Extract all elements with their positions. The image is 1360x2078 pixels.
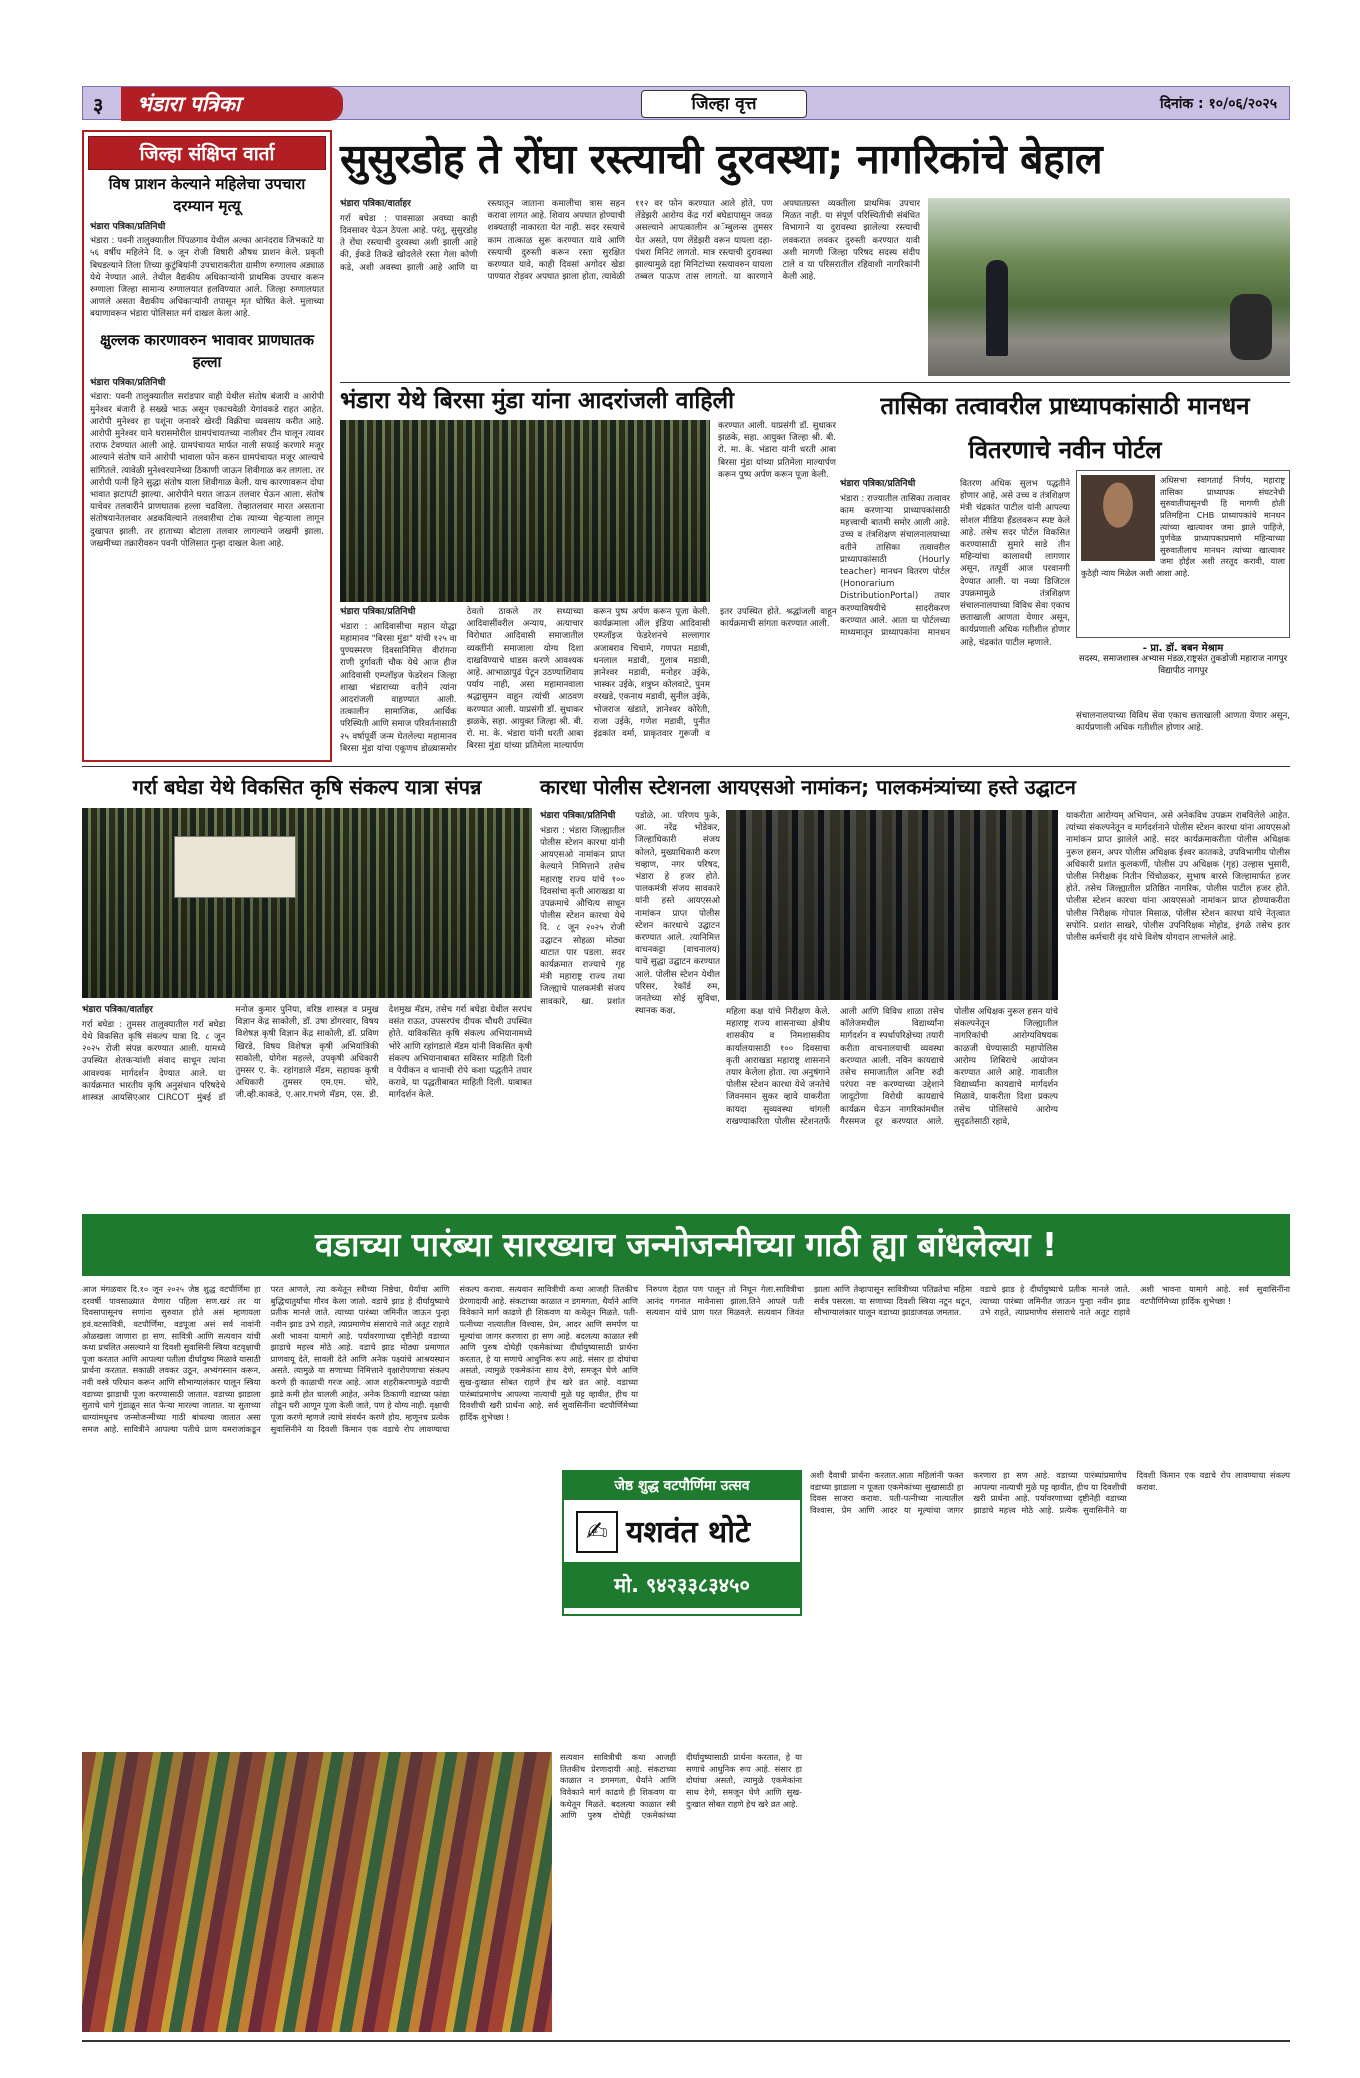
vad-ad-name-row: [564, 1500, 800, 1562]
brief-item-2-body: [90, 377, 324, 550]
vad-article-body-right: [810, 1470, 1290, 2030]
vad-article-body-bottom: [560, 1752, 802, 2032]
road-photo-person: [986, 260, 1008, 356]
paper-name-block: [121, 87, 343, 121]
birsa-photo: [340, 420, 710, 602]
krushi-banner: [174, 836, 296, 898]
birsa-headline: भंडारा येथे बिरसा मुंडा यांना आदरांजली वाहिली: [340, 388, 735, 414]
police-article-body-c: [1066, 810, 1290, 1208]
police-text-b: महिला कक्ष यांचे निरीक्षण केले. महाराष्ट्र राज्य शासनाच्या क्षेत्रीय शासकीय व निमशासकीय कार्यालयासाठी १०० दिवसाचा कृती आराखडा महाराष्ट्र शासनाने तयार केलेला होता. त्या अनुषंगाने पोलीस स्टेशन कारधा येथे जनतेचे जिवनमान सुकर व्हावे याकरीता कायदा सुव्यवस्था चांगली राखण्याकरिता पोलीस स्टेशनतर्फे आली आणि विविध शाळा तसेच कॉलेजमधील विद्यार्थ्यांना मार्गदर्शन व स्पर्धापरिक्षेच्या तयारी करीता वाचनालयाची व्यवस्था करण्यात आली. नविन कायद्याचे तसेच समाजातील अनिष्ट रुढी परंपरा नष्ट करण्याच्या उद्देशाने जादूटोणा विरोधी कायद्याचे कार्यक्रम घेऊन नागरिकांमधील गैरसमज दूर करण्यात आले. पोलीस अधिक्षक नुरूल हसन यांचे संकल्पनेतून जिल्ह्यातील नागरिकांची आरोग्यविषयक काळजी घेण्यासाठी महापोलिस आरोग्य शिबिराचे आयोजन करण्यात आले आहे. गावातील विद्यार्थ्यांना कायद्याचे मार्गदर्शन मिळावे, याकरीता दिशा प्रकल्प तसेच पोलिसांचे आरोग्य सुदृढतेसाठी रहावे,: [726, 1007, 1058, 1127]
portal-article-tail: [1076, 710, 1290, 760]
paper-name: भंडारा पत्रिका: [137, 92, 241, 116]
issue-date: दिनांक : १०/०६/२०२५: [1159, 96, 1277, 112]
brief-item-2-byline: भंडारा पत्रिका/प्रतिनिधी: [90, 377, 166, 388]
vad-advertisement: [562, 1470, 802, 1616]
vad-text-bottom: सत्यवान सावित्रीची कथा आजही तितकीच प्रेरणादायी आहे. संकटाच्या काळात न डगमगता, धैर्याने आणि विवेकाने मार्ग काढणे ही शिकवण या कथेतून मिळते. बदलत्या काळात स्त्री आणि पुरुष दोघेही एकमेकांच्या दीर्घायुष्यासाठी प्रार्थना करतात, हे या सणाचे आधुनिक रूप आहे. संसार हा दोघांचा असतो, त्यामुळे एकमेकांना साथ देणे, समजून घेणे आणि सुख-दुःखात सोबत राहणे हेच खरे व्रत आहे.: [560, 1752, 802, 1821]
lead-headline: सुसुरडोह ते रोंघा रस्त्याची दुरवस्था; नागरिकांचे बेहाल: [340, 135, 1103, 183]
portal-quote-attribution: [1076, 640, 1290, 706]
police-text-c: याकरीता आरोग्यम् अभियान, असे अनेकविध उपक्रम राबविलेले आहेत. त्यांच्या संकल्पनेतून व मार्गदर्शनाने पोलीस स्टेशन कारधा यांना आयएसओ नामांकन प्राप्त झालेले आहे. सदर कार्यक्रमाकरीता पोलीस अधिक्षक नुरूल हसन, अपर पोलीस अधिक्षक ईश्वर कातकडे, उपविभागीय पोलीस अधिकारी प्रशांत कुलकर्णी, पोलीस उप अधिक्षक (गृह) उल्हास भुसारी, पोलीस निरीक्षक नितीन चिंचोळकर, सुभाष बारसे जिल्हामार्फत हजर होते. तसेच जिल्ह्यातील प्रतिष्ठित नागरिक, पोलीस पाटील हजर होते. पोलीस स्टेशन कारधा यांना आयएसओ नामांकन प्राप्त होण्याकरीता पोलीस निरीक्षक गोपाल मिसाळ, पोलीस स्टेशन कारधा यांचे नेतृत्वात सपोनि. प्रशांत साखरे, पोलीस उपनिरिक्षक मोहोड, इंगळे तसेच इतर पोलीस कर्मचारी वृंद यांचे विशेष योगदान लाभलेले आहे.: [1066, 811, 1290, 944]
brief-item-2-title: क्षुल्लक कारणावरुन भावावर प्राणघातक हल्ला: [100, 330, 314, 372]
birsa-article-continued: [718, 420, 836, 758]
police-photo: [726, 810, 1058, 1000]
brief-item-1-title: विष प्राशन केल्याने महिलेचा उपचारा दरम्यान मृत्यू: [108, 175, 306, 215]
lead-article-body: [340, 198, 920, 376]
vad-ad-title: जेष्ठ शुद्ध वटपौर्णिमा उत्सव: [564, 1472, 800, 1500]
vad-article-body-mid: [646, 1284, 972, 1464]
birsa-byline: भंडारा पत्रिका/प्रतिनिधी: [340, 607, 416, 617]
vad-article-body-far-right: [980, 1284, 1290, 1464]
portal-quote-box: [1076, 470, 1290, 638]
police-article-body-a: [540, 810, 720, 1208]
professor-portrait: [1081, 475, 1155, 561]
krushi-byline: भंडारा पत्रिका/वार्ताहर: [82, 1005, 153, 1015]
brief-item-1-text: भंडारा : पवनी तालुक्यातील पिंपळगाव येथील अल्का आनंदराव जिभकाटे या ५६ वर्षीय महिलेने दि. ७ जून रोजी विषारी औषध प्राशन केले. प्रकृती बिघडल्याने तिला तिच्या कुटुंबियांनी उपचाराकरीता ग्रामीण रुग्णालय अड्याळ येथे नेण्यात आले. तेथील वैद्यकीय अधिकाऱ्यांनी प्राथमिक उपचार करून रुग्णाला जिल्हा सामान्य रुग्णालयात हलविण्यात आले. जिल्हा रुग्णालयात आणले असता वैद्यकीय अधिकाऱ्यांनी तपासून मृत घोषित केले. मुलाच्या बयाणावरून भंडारा पोलिसात मर्ग दाखल केला आहे.: [90, 236, 324, 320]
vad-photo-shade: [82, 1752, 552, 2032]
police-headline: कारधा पोलीस स्टेशनला आयएसओ नामांकन; पालकमंत्र्यांच्या हस्ते उद्घाटन: [540, 775, 1076, 799]
portal-headline: तासिका तत्वावरील प्राध्यापकांसाठी मानधन वितरणाचे नवीन पोर्टल: [880, 392, 1250, 464]
lead-byline: भंडारा पत्रिका/वार्ताहर: [340, 199, 411, 209]
quote-name: - प्रा. डॉ. बबन मेश्राम: [1142, 643, 1224, 654]
brief-item-2-text: भंडारा: पवनी तालुक्यातील सरांडपार वाही येथील संतोष बंजारी व आरोपी मुनेश्वर बंजारी हे सख्खे भाऊ असून एकाचवेळी येगांवकडे राहत आहेत. आरोपी मुनेश्वर हा पशूंना जनावरे खेरदी विक्रीचा व्यवसाय करीत आहे. आरोपी मुनेश्वर याने घरासमोरील ग्रामपंचायतच्या नालीवर टीन घालून त्यावर तराफ टेवण्यात आली आहे. ग्रामपंचायत मार्फत नाली सफाई करणारे मजूर आल्याने संतोष याने आरोपी भावाला फोन करुन ग्रामपंचायत मजूर आल्याचे सांगितले. त्यावेळी मुनेश्वरयानेच्या ठिकाणी जाऊन शिवीगाळ कर लागला. तर आरोपी पत्नी हिने सुद्धा संतोष याला शिवीगाळ केली. याच कारणावरून दोघा भावात झटापटी झाल्या. आरोपीने घरात जाऊन तलवार घेऊन आला. संतोष याचेवर तलवारीने प्राणघातक हल्ला चढविला. तेव्हातलवार मारत असताना संतोषयानेतलवार अडकविल्याने तलवारीचा टोक त्याच्या चेहऱ्याला लागून दुखापत झाली. तर हाताच्या बोटाला तलवार लागल्याने जखमी झाला. जखमीच्या तक्रारीवरुन पवनी पोलिसात गुन्हा दाखल केला आहे.: [90, 392, 324, 549]
vad-photo-women: [82, 1752, 552, 2032]
police-text-a: भंडारा : भंडारा जिल्ह्यातील पोलीस स्टेशन कारधा यांनी आयएसओ नामांकन प्राप्त केल्याने निमित्ताने तसेच महाराष्ट्र राज्य यांचे १०० दिवसांचा कृती आराखडा या उपक्रमाचे औचित्य साधून पोलीस स्टेशन कारधा येथे दि. ८ जून २०२५ रोजी उद्घाटन सोहळा मोठ्या थाटात पार पडला. सदर कार्यक्रमात राज्याचे गृह मंत्री महाराष्ट्र राज्य तथा जिल्ह्याचे पालकमंत्री संजय सावकारे, खा. प्रशांत पडोळे, आ. परिणय फुके, आ. नरेंद्र भोंडेकर, जिल्हाधिकारी संजय कोलते, मुख्याधिकारी करण चव्हाण, नगर परिषद, भंडारा हे हजर होते. पालकमंत्री संजय सावकारे यांनी हस्ते आयएसओ नामांकन प्राप्त पोलीस स्टेशन कारधाचे उद्घाटन करण्यात आले. त्यानिमित्त वाचनकट्टा (वाचनालय) याचे सुद्धा उद्घाटन करण्यात आले. पोलीस स्टेशन येथील परिसर, रेकॉर्ड रुम, जनतेच्या सोई सुविधा, स्थानक कक्ष,: [540, 811, 720, 1017]
section-block: [641, 90, 807, 118]
masthead: [82, 86, 1290, 120]
divider: [340, 382, 1290, 383]
brief-item-1-body: [90, 221, 324, 321]
vad-text-mid: निरुपण देहात पण पालून तो निघून गेला.सावित्रीचा आनंद गगनात मावेनासा झाला.तिने आपले पती सत्यवान यांचे प्राण परत मिळवले. सत्यवान जिवंत झाला आणि तेव्हापासून सावित्रीच्या पतिव्रतेचा महिमा सर्वत्र पसरला. या सणाच्या दिवशी स्त्रिया नटून थटून, सौभाग्यालंकार घालून वडाच्या झाडाजवळ जमतात.: [646, 1284, 972, 1318]
road-photo: [928, 198, 1290, 376]
vad-banner-text: वडाच्या पारंब्या सारख्याच जन्मोजन्मीच्या गाठी ह्या बांधलेल्या !: [314, 1225, 1058, 1264]
quote-role: सदस्य, समाजशास्त्र अभ्यास मंडळ,राष्ट्रसंत तुकडोजी महाराज नागपुर विद्यापीठ नागपुर: [1078, 654, 1288, 676]
vad-text-far-right: वडाचे झाड हे दीर्घायुष्याचे प्रतीक मानले जाते. त्याच्या पारंब्या जमिनीत जाऊन पुन्हा नवीन झाड उभे राहते, त्याप्रमाणेच संसाराचे नाते अतूट राहावे अशी भावना यामागे आहे. सर्व सुवासिनींना वटपौर्णिमेच्या हार्दिक शुभेच्छा !: [980, 1284, 1290, 1318]
krushi-text: गर्रा बघेडा : तुमसर तालुक्यातील गर्रा बघेडा येथे विकसित कृषि संकल्प यात्रा दि. ८ जून २०२५ रोजी संपन्न करण्यात आली. यामध्ये उपस्थित शेतकऱ्यांशी संवाद साधून त्यांना आवश्यक मार्गदर्शन देण्यात आले. या कार्यक्रमात भारतीय कृषि अनुसंधान परिषदेचे शास्त्रज्ञ आयसिएआर CIRCOT मुंबई डॉ मनोज कुमार पुनिया, वरिष्ठ शास्त्रज्ञ व प्रमुख विज्ञान केंद्र साकोली, डॉ. उषा डोंगरवार, विषय विशेषज्ञ कृषी विज्ञान केंद्र साकोली, डॉ. प्रविण खिरडे, विषय विशेषज्ञ कृषी अभियांत्रिकी साकोली, योगेश महल्ले, उपकृषी अधिकारी तुमसर ए. के. रहांगडाले मॅडम, सहायक कृषी अधिकारी तुमसर एम.एम. चोरे, जी.व्ही.काकडे, ए.आर.गभणे मॅडम, एस. डी. देशमुख मॅडम, तसेच गर्रा बघेडा येथील सरपंच वसंत राऊत, उपसरपंच दीपक चौधरी उपस्थित होते. याविकसित कृषि संकल्प अभियानामध्ये भोरे आणि रहांगडाले मॅडम यांनी विकसित कृषी संकल्प अभियानाबाबत सविस्तर माहिती दिली व पेयीकन व धानाची रोपे कशा पद्धतीने तयार करावे, या पद्धतीबाबत माहिती दिली. याबाबत मार्गदर्शन केले.: [82, 1005, 532, 1103]
birsa-article-body: [340, 606, 837, 758]
brief-news-box: [82, 130, 332, 762]
krushi-article-body: [82, 1004, 532, 1208]
vad-article-body-left: [82, 1284, 638, 1744]
portal-text: भंडारा : राज्यातील तासिका तत्वावर काम करणाऱ्या प्राध्यापकांसाठी महत्त्वाची बातमी समोर आली आहे. उच्च व तंत्रशिक्षण संचालनालयाच्या वतीने तासिका तत्वावरील प्राध्यापकांसाठी (Hourly teacher) मानधन वितरण पोर्टल (Honorarium DistributionPortal) तयार करण्याविषयीचे सादरीकरण करण्यात आले. आता या पोर्टलच्या माध्यमातून प्राध्यापकांना मानधन वितरण अधिक सुलभ पद्धतीने होणार आहे, असे उच्च व तंत्रशिक्षण मंत्री चंद्रकांत पाटील यांनी आपल्या सोशल मीडिया हँडलवरून स्पष्ट केले आहे. तसेच सदर पोर्टल विकसित करण्यासाठी सुमारे साडे तीन महिन्यांचा कालावधी लागणार असून, तत्पूर्वी आज परवानगी देण्यात आली. या नव्या डिजिटल उपक्रमामुळे तंत्रशिक्षण संचालनालयाच्या विविध सेवा एकाच छताखाली आणता येणार असून, कार्यप्रणाली अधिक गतीशील होणार आहे, चंद्रकांत पाटील म्हणाले.: [840, 479, 1070, 648]
vad-text-left: आज मंगळवार दि.१० जून २०२५ जेष्ठ शुद्ध वटपौर्णिमा हा दरवर्षी पावसाळ्यात येणारा पहिला सण.खरं तर या दिवसापासूनच सणांना सुरुवात होते असं म्हणायला हवं.वटसावित्री, वटपौर्णिमा, वडपूजा असं सर्व नावांनी ओळखला जाणारा हा सण. सावित्री आणि सत्यवान यांची कथा प्रचलित असल्याने या दिवशी सुवासिनी स्त्रिया वटवृक्षाची पूजा करतात आणि आपल्या पतीला दीर्घायुष्य मिळावे यासाठी प्रार्थना करतात. सकाळी लवकर उठून, अभ्यंगस्नान करून, नवी वस्त्रे परिधान करून आणि सौभाग्यालंकार घालून स्त्रिया वडाच्या झाडाची पूजा करण्यासाठी जातात. वडाच्या झाडाला सुताचे धागे गुंडाळून सात फेऱ्या मारल्या जातात. या सुताच्या धाग्यांमधूनच जन्मोजन्मीच्या गाठी बांधल्या जातात असा समज आहे. सावित्रीने आपल्या पतीचे प्राण यमराजांकडून परत आणले, त्या कथेतून स्त्रीच्या निष्ठेचा, धैर्याचा आणि बुद्धिचातुर्याचा गौरव केला जातो. वडाचे झाड हे दीर्घायुष्याचे प्रतीक मानले जाते. त्याच्या पारंब्या जमिनीत जाऊन पुन्हा नवीन झाड उभे राहते, त्याप्रमाणेच संसाराचे नाते अतूट राहावे अशी भावना यामागे आहे. पर्यावरणाच्या दृष्टीनेही वडाच्या झाडाचे महत्त्व मोठे आहे. वडाचे झाड मोठ्या प्रमाणात प्राणवायू देते, सावली देते आणि अनेक पक्ष्यांचे आश्रयस्थान असते. त्यामुळे या सणाच्या निमित्ताने वृक्षारोपणाचा संकल्प करणे ही काळाची गरज आहे. आज शहरीकरणामुळे वडाची झाडे कमी होत चालली आहेत, अनेक ठिकाणी वडाच्या फांद्या तोडून घरी आणून पूजा केली जाते, पण हे योग्य नाही. वृक्षाची पूजा करणे म्हणजे त्याचे संवर्धन करणे होय. म्हणूनच प्रत्येक सुवासिनीने या दिवशी किमान एक वडाचे रोप लावण्याचा संकल्प करावा. सत्यवान सावित्रीची कथा आजही तितकीच प्रेरणादायी आहे. संकटाच्या काळात न डगमगता, धैर्याने आणि विवेकाने मार्ग काढणे ही शिकवण या कथेतून मिळते. पती-पत्नीच्या नात्यातील विश्वास, प्रेम, आदर आणि समर्पण या मूल्यांचा जागर करणारा हा सण आहे. बदलत्या काळात स्त्री आणि पुरुष दोघेही एकमेकांच्या दीर्घायुष्यासाठी प्रार्थना करतात, हे या सणाचे आधुनिक रूप आहे. संसार हा दोघांचा असतो, त्यामुळे एकमेकांना साथ देणे, समजून घेणे आणि सुख-दुःखात सोबत राहणे हेच खरे व्रत आहे. वडाच्या पारंब्यांप्रमाणेच आपल्या नात्याची मुळे घट्ट व्हावीत, हीच या दिवशीची खरी प्रार्थना आहे. सर्व सुवासिनींना वटपौर्णिमेच्या हार्दिक शुभेच्छा !: [82, 1284, 638, 1434]
police-byline: भंडारा पत्रिका/प्रतिनिधी: [540, 811, 616, 821]
brief-item-1-byline: भंडारा पत्रिका/प्रतिनिधी: [90, 221, 166, 232]
lead-text: गर्रा बघेडा : पावसाळा अवघ्या काही दिवसावर येऊन ठेपला आहे. परंतु, सुसुरडोह ते रोंघा रस्त्याची दुरवस्था अशी झाली आहे की, ईकडे तिकडे खोदलेले रस्ता गेला कोणी कडे, अशी अवस्था झाली आहे आणि या रस्त्यातून जाताना कमालीचा त्रास सहन करावा लागत आहे. शिवाय अपघात होण्याची शक्यताही नाकारता येत नाही. सदर रस्त्याचे काम तात्काळ सुरू करण्यात यावे आणि रस्त्याची दुरुस्ती करून रस्ता सुरक्षित करण्यात यावे, काही दिवसां अगोदर खेडा पाण्यात रोड़वर अपघात झाला होता, त्यावेळी ११२ वर फोन करण्यात आले होते, पण लेंडेझरी आरोग्य केंद्र गर्रा बघेडापासून जवळ असल्याने आपत्कालीन अॅम्बुलन्स तुमसर येत असते, पण लेंडेझरी वरून यायला दहा-पंधरा मिनिटं लागतो. मात्र रस्त्याची दुरावस्था झाल्यामुळे दहा मिनिटांच्या रस्त्यावरुन यायला तब्बल पाऊण तास लागतो. या कारणाने अपघातग्रस्त व्यक्तीला प्राथमिक उपचार मिळत नाही. या संपूर्ण परिस्थितीची संबंधित विभागाने या दुरावस्था झालेल्या रस्त्याची लवकरात लवकर दुरुस्ती करण्यात यावी अशी मागणी जिल्हा परिषद सदस्य संदीप टाले व या परिसरातील रहिवाशी नागरिकांनी केली आहे.: [340, 199, 920, 283]
portal-quote-text: अधिसभा स्वागतार्ह निर्णय, महाराष्ट्र तासिका प्राध्यापक संघटनेची सुरुवातीपासूनची हि मागणी होती प्रतिमहिना CHB प्राध्यापकांचे मानधन त्यांच्या खात्यावर जमा झाले पाहिजे, पुर्णवेळ प्राध्यापकाप्रमाणे महिन्याच्या सुरुवातीलाच मानधन त्यांच्या खात्यावर जमा होईल अशी तरतूद करावी, याला कुठेही न्याय मिळेल अशी आशा आहे.: [1081, 475, 1285, 579]
divider: [82, 766, 1290, 767]
portal-article-body: [840, 478, 1070, 760]
krushi-headline: गर्रा बघेडा येथे विकसित कृषि संकल्प यात्रा संपन्न: [132, 775, 482, 799]
police-article-body-b: [726, 1006, 1058, 1208]
page-bottom-rule: [82, 2040, 1290, 2042]
brief-news-heading: [88, 136, 326, 170]
birsa-text: भंडारा : आदिवासीचा महान योद्धा महामानव "बिरसा मुंडा" यांची १२५ वा पुण्यस्मरण दिवसानिमित्त वीरांगना राणी दुर्गावती चौक येथे आज हीज आदिवासी एम्प्लॉइज फेडरेशन जिल्हा शाखा भंडाराच्या वतीने त्यांना आदरांजली वाहण्यात आली. तत्कालीन सामाजिक, आर्थिक परिस्थिती आणि समाज परिवर्तनासाठी २५ वर्षापूर्वी जन्म घेतलेल्या महामानव बिरसा मुंडा यांचा एकूणच डोळ्यासमोर ठेवतो ठाकले तर सध्याच्या आदिवासींवरील अन्याय, अत्याचार विरोधात आदिवासी समाजातील व्यक्तींनी समाजाला योग्य दिशा दाखविण्याचे धाडस करणे आवश्यक आहे. आभाळापुढं पेटून उठण्याशिवाय पर्याय नाही, असा महामानवाला श्रद्धासुमन वाहून त्यांची आठवण करण्यात आली. याप्रसंगी डॉ. सुधाकर झळके, सहा. आयुक्त जिल्हा श्री. बी. रो. मा. के. भंडारा यांनी धरती आबा बिरसा मुंडा यांच्या प्रतिमेला माल्यार्पण करून पुष्प अर्पण करून पूजा केली. कार्यक्रमाला ऑल इंडिया आदिवासी एम्प्लॉइज फेडरेशनचे सल्लागार अजाबराव चिचामे, गणपत मडावी, धनलाल मडावी, गुलाब मडावी, ज्ञानेश्वर मडावी, मनोहर उईके, भास्कर उईके, शत्रुघ्न कोलवाटे, पुनम वरखडे, एकनाथ मडावी, सुनील उईके, भोजराज खंडाते, ज्ञानेश्वर कोरेती, राजा उईके, गणेश मडावी, पुनीत इंद्रकांत वर्मा, प्राकृतवार गुरूजी व इतर उपस्थित होते. श्रद्धांजली वाहून कार्यक्रमाची सांगता करण्यात आली.: [340, 607, 837, 754]
portal-byline: भंडारा पत्रिका/प्रतिनिधी: [840, 479, 916, 489]
birsa-continued-text: करण्यात आली. याप्रसंगी डॉ. सुधाकर झळके, सहा. आयुक्त जिल्हा श्री. बी. रो. मा. के. भंडारा यांनी धरती आबा बिरसा मुंडा यांच्या प्रतिमेला माल्यार्पण करून पुष्प अर्पण करून पूजा केली.: [718, 421, 836, 480]
pen-icon: ✍: [576, 1511, 618, 1553]
brief-news-heading-text: जिल्हा संक्षिप्त वार्ता: [139, 143, 275, 165]
krushi-photo: [82, 808, 532, 998]
page-number: ३: [93, 93, 104, 117]
section-name: जिल्हा वृत्त: [691, 94, 757, 114]
road-photo-motorbike: [1230, 294, 1272, 360]
vad-ad-phone: मो. ९४२३३८३४५०: [564, 1562, 800, 1608]
vad-text-right: अशी दैवाची प्रार्थना करतात.आता महिलांनी फक्त वडाच्या झाडाला न पूजता एकमेकांच्या सुखासाठी हा दिवस साजरा करावा. पती-पत्नीच्या नात्यातील विश्वास, प्रेम आणि आदर या मूल्यांचा जागर करणारा हा सण आहे. वडाच्या पारंब्यांप्रमाणेच आपल्या नात्याची मुळे घट्ट व्हावीत, हीच या दिवशीची खरी प्रार्थना आहे. पर्यावरणाच्या दृष्टीनेही वडाच्या झाडाचे महत्त्व मोठे आहे. प्रत्येक सुवासिनीने या दिवशी किमान एक वडाचे रोप लावण्याचा संकल्प करावा.: [810, 1470, 1290, 1515]
vad-ad-name: यशवंत थोटे: [626, 1515, 751, 1550]
portal-tail-text: संचालनालयाच्या विविध सेवा एकाच छताखाली आणता येणार असून, कार्यप्रणाली अधिक गतीशील होणार आहे.: [1076, 711, 1290, 734]
vad-banner: [82, 1214, 1290, 1276]
